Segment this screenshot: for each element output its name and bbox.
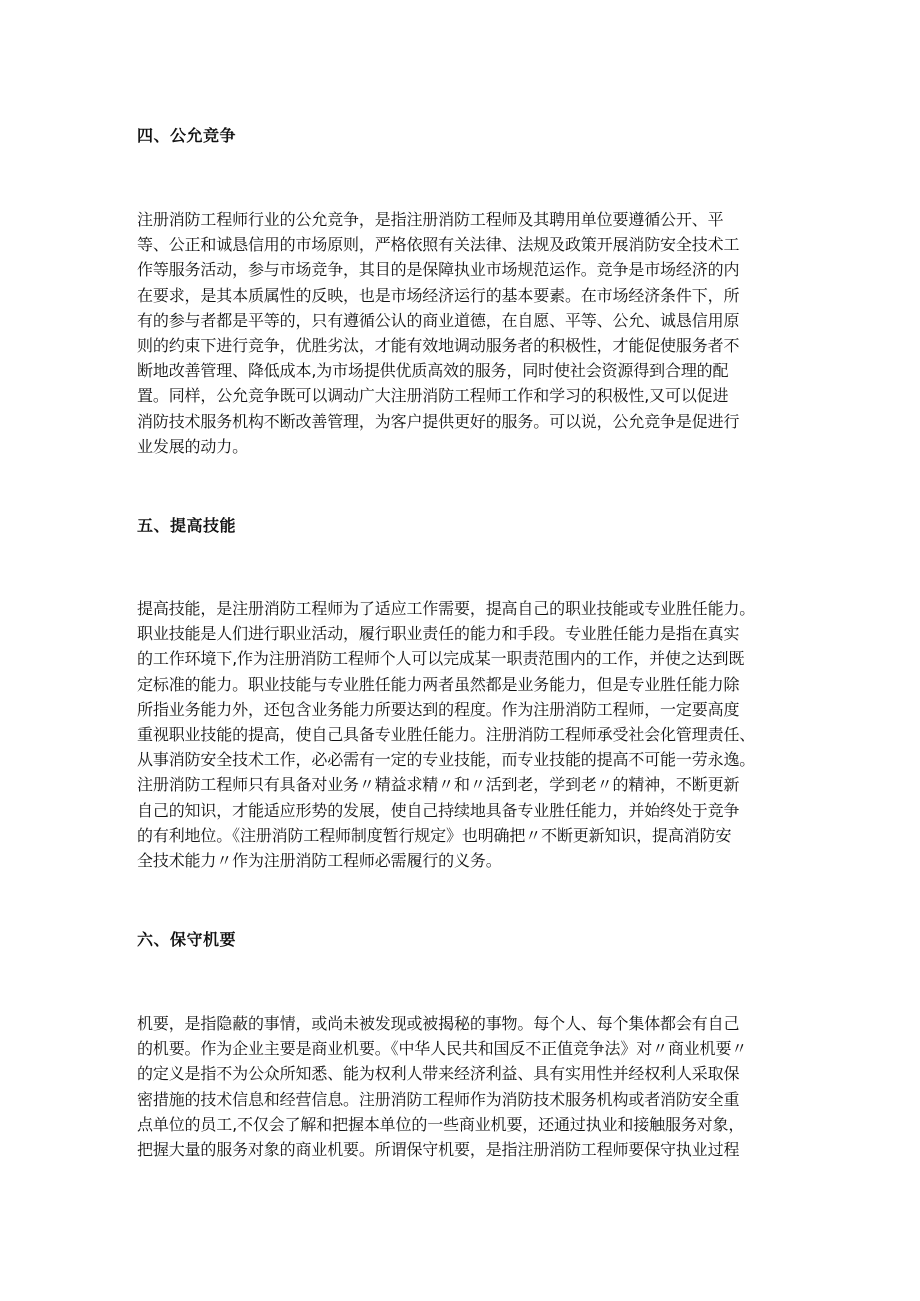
text-line: 提高技能，是注册消防工程师为了适应工作需要，提高自己的职业技能或专业胜任能力。	[137, 599, 756, 618]
section-paragraph	[137, 596, 797, 873]
text-line: 作等服务活动，参与市场竞争，其目的是保障执业市场规范运作。竞争是市场经济的内	[137, 260, 740, 280]
text-line: 注册消防工程师只有具备对业务〃精益求精〃和〃活到老，学到老〃的精神，不断更新	[137, 775, 740, 795]
text-line: 置。同样，公允竞争既可以调动广大注册消防工程师工作和学习的积极性,又可以促进	[137, 386, 729, 406]
text-line: 点单位的员工,不仅会了解和把握本单位的一些商业机要，还通过执业和接触服务对象，	[137, 1114, 745, 1134]
text-line: 职业技能是人们进行职业活动，履行职业责任的能力和手段。专业胜任能力是指在真实	[137, 624, 740, 644]
text-line: 则的约束下进行竞争，优胜劣汰，才能有效地调动服务者的积极性，才能促使服务者不	[137, 336, 740, 356]
text-line: 密措施的技术信息和经营信息。注册消防工程师作为消防技术服务机构或者消防安全重	[137, 1089, 740, 1109]
text-line: 的定义是指不为公众所知悉、能为权利人带来经济利益、具有实用性并经权利人采取保	[137, 1064, 740, 1084]
section-paragraph	[137, 207, 797, 459]
text-line: 在要求，是其本质属性的反映，也是市场经济运行的基本要素。在市场经济条件下，所	[137, 285, 740, 305]
text-line: 定标准的能力。职业技能与专业胜任能力两者虽然都是业务能力，但是专业胜任能力除	[137, 674, 740, 694]
text-line: 从事消防安全技术工作，必必需有一定的专业技能，而专业技能的提高不可能一劳永逸。	[137, 750, 756, 770]
text-line: 把握大量的服务对象的商业机要。所谓保守机要，是指注册消防工程师要保守执业过程	[137, 1140, 740, 1160]
text-line: 断地改善管理、降低成本,为市场提供优质高效的服务，同时使社会资源得到合理的配	[137, 361, 729, 381]
text-line: 重视职业技能的提高，使自己具备专业胜任能力。注册消防工程师承受社会化管理责任、	[137, 725, 756, 745]
text-line: 有的参与者都是平等的，只有遵循公认的商业道德，在自愿、平等、公允、诚恳信用原	[137, 310, 740, 330]
text-line: 注册消防工程师行业的公允竞争，是指注册消防工程师及其聘用单位要遵循公开、平	[137, 210, 724, 229]
text-line: 自己的知识，才能适应形势的发展，使自己持续地具备专业胜任能力，并始终处于竞争	[137, 800, 740, 820]
text-line: 的机要。作为企业主要是商业机要。《中华人民共和国反不正值竞争法》对〃商业机要〃	[137, 1039, 748, 1059]
text-line: 全技术能力〃作为注册消防工程师必需履行的义务。	[137, 851, 502, 871]
text-line: 业发展的动力。	[137, 436, 248, 456]
text-line: 等、公正和诚恳信用的市场原则，严格依照有关法律、法规及政策开展消防安全技术工	[137, 235, 740, 255]
text-line: 机要，是指隐蔽的事情，或尚未被发现或被揭秘的事物。每个人、每个集体都会有自己	[137, 1014, 740, 1033]
section-heading: 六、保守机要	[137, 930, 237, 949]
text-line: 消防技术服务机构不断改善管理，为客户提供更好的服务。可以说，公允竞争是促进行	[137, 411, 740, 431]
section-heading: 四、公允竞争	[137, 126, 237, 145]
text-line: 的有利地位。《注册消防工程师制度暂行规定》也明确把〃不断更新知识，提高消防安	[137, 825, 732, 845]
text-line: 的工作环境下,作为注册消防工程师个人可以完成某一职责范围内的工作，并使之达到既	[137, 649, 745, 669]
text-line: 所指业务能力外，还包含业务能力所要达到的程度。作为注册消防工程师，一定要高度	[137, 699, 740, 719]
section-paragraph	[137, 1011, 797, 1162]
section-heading: 五、提高技能	[137, 516, 237, 535]
